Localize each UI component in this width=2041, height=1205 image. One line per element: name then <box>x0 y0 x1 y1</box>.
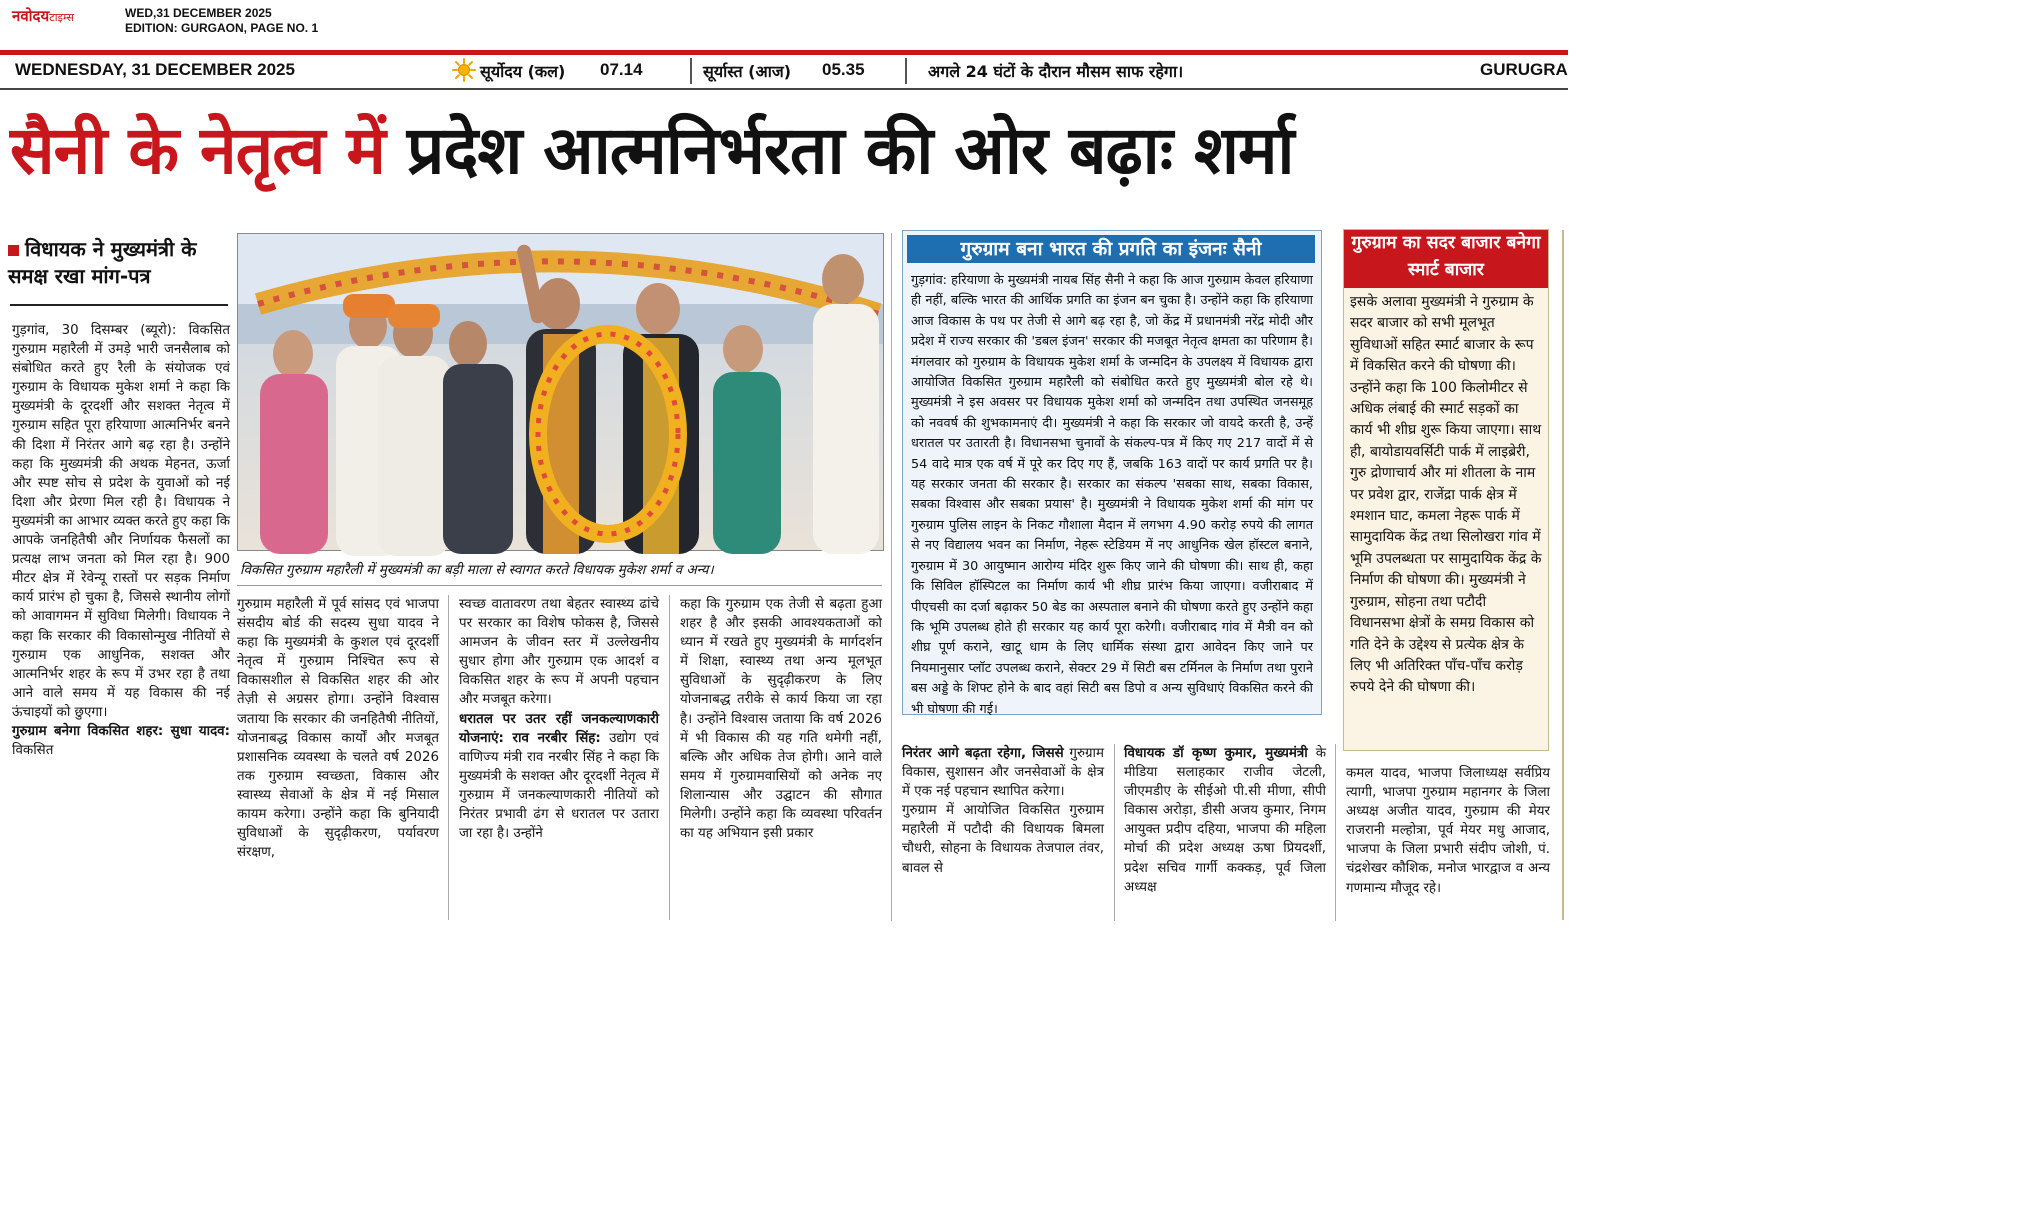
column-text: कमल यादव, भाजपा जिलाध्यक्ष सर्वप्रिय त्यागी, भाजपा गुरुग्राम महानगर के जिला अध्यक्ष अजीत यादव, गुरुग्राम की मेयर राजरानी मल्होत्रा, पूर्व मेयर मधु आजाद, भाजपा के जिला प्रभारी संदीप जोशी, पं. चंद्रशेखर कौशिक, मनोज भारद्वाज व अन्य गणमान्य मौजूद रहे। <box>1346 766 1550 896</box>
page-edge-rule <box>1562 230 1564 920</box>
story-column-4 <box>680 595 882 920</box>
sunrise-label: सूर्योदय (कल) <box>480 62 566 81</box>
story-column-2 <box>237 595 439 920</box>
section-lead: विधायक डॉ कृष्ण कुमार, मुख्यमंत्री <box>1124 746 1308 761</box>
caption-rule <box>237 585 882 586</box>
story-column-5 <box>902 744 1104 922</box>
column-text: गुरुग्राम में आयोजित विकसित गुरुग्राम महारैली में पटौदी की विधायक बिमला चौधरी, सोहना के विधायक तेजपाल तंवर, बावल से <box>902 803 1104 876</box>
section-lead: गुरुग्राम बनेगा विकसित शहर: सुधा यादव: <box>12 723 230 739</box>
story-column-3 <box>459 595 659 920</box>
column-text: के मीडिया सलाहकार राजीव जेटली, जीएमडीए के सीईओ पी.सी मीणा, सीपी विकास अरोड़ा, डीसी अजय कुमार, निगम आयुक्त प्रदीप दहिया, भाजपा की महिला मोर्चा की प्रदेश अध्यक्ष ऊषा प्रियदर्शी, प्रदेश सचिव गार्गी कक्कड़, पूर्व जिला अध्यक्ष <box>1124 746 1326 895</box>
column-separator <box>1114 744 1115 921</box>
section-lead: निरंतर आगे बढ़ता रहेगा, जिससे <box>902 746 1064 761</box>
photo-caption: विकसित गुरुग्राम महारैली में मुख्यमंत्री का बड़ी माला से स्वागत करते विधायक मुकेश शर्मा व अन्य। <box>240 562 714 578</box>
column-text: उद्योग एवं वाणिज्य मंत्री राव नरबीर सिंह ने कहा कि मुख्यमंत्री के सशक्त और दूरदर्शी नेतृत्व में गुरुग्राम में जनकल्याणकारी नीतियों को निरंतर प्रभावी ढंग से धरातल पर उतारा जा रहा है। उन्होंने <box>459 730 659 842</box>
column-separator <box>448 595 449 920</box>
sidebar-story <box>1343 229 1549 751</box>
date-short: WED,31 DECEMBER 2025 <box>125 6 272 20</box>
edition-info <box>125 6 318 36</box>
masthead-thin-rule <box>0 88 1568 90</box>
newspaper-logo <box>12 6 74 26</box>
section-lead: धरातल पर उतर रहीं जनकल्याणकारी योजनाएं: राव नरबीर सिंह: <box>459 711 659 746</box>
sun-icon <box>452 58 476 82</box>
edition-label: EDITION: GURGAON, PAGE NO. 1 <box>125 21 319 35</box>
subhead-rule <box>10 304 228 306</box>
city-edge-label: GURUGRA <box>1480 60 1568 79</box>
sidebar-story-body: इसके अलावा मुख्यमंत्री ने गुरुग्राम के सदर बाजार को सभी मूलभूत सुविधाओं सहित स्मार्ट बाजार के रूप में विकसित करने की घोषणा की। उन्होंने कहा कि 100 किलोमीटर से अधिक लंबाई की स्मार्ट सड़कों का कार्य भी शीघ्र शुरू किया जाएगा। साथ ही, बायोडायवर्सिटी पार्क में लाइब्रेरी, गुरु द्रोणाचार्य और मां शीतला के नाम पर प्रवेश द्वार, राजेंद्रा पार्क क्षेत्र में श्मशान घाट, कमला नेहरू पार्क में सामुदायिक केंद्र तथा सिलोखरा गांव में भूमि उपलब्धता पर सामुदायिक केंद्र के निर्माण की घोषणा की। मुख्यमंत्री ने गुरुग्राम, सोहना तथा पटौदी विधानसभा क्षेत्रों के समग्र विकास को गति देने के उद्देश्य से प्रत्येक क्षेत्र के लिए भी अतिरिक्त पाँच-पाँच करोड़ रुपये देने की घोषणा की। <box>1350 294 1542 696</box>
boxed-story-title: गुरुग्राम बना भारत की प्रगति का इंजनः सैनी <box>907 235 1315 263</box>
column-text: विकसित <box>12 743 54 759</box>
boxed-story <box>902 230 1322 715</box>
weather-divider <box>905 58 907 84</box>
story-column-7 <box>1346 764 1550 922</box>
column-text: गुड़गांव, 30 दिसम्बर (ब्यूरो): विकसित गुरुग्राम महारैली में उमड़े भारी जनसैलाब को संबोधित करते हुए रैली के संयोजक एवं गुरुग्राम के विधायक मुकेश शर्मा ने कहा कि मुख्यमंत्री के दूरदर्शी और सशक्त नेतृत्व में गुरुग्राम सहित पूरा हरियाणा आत्मनिर्भर बनने की दिशा में निरंतर आगे बढ़ रहा है। उन्होंने कहा कि मुख्यमंत्री की अथक मेहनत, ऊर्जा और स्पष्ट सोच से प्रदेश के युवाओं को नई दिशा और प्रेरणा मिल रही है। विधायक ने मुख्यमंत्री का आभार व्यक्त करते हुए कहा कि आपके जनहितैषी और निर्णायक फैसलों का प्रत्यक्ष लाभ जनता को मिल रहा है। 900 मीटर क्षेत्र में रेवेन्यू रास्तों पर सड़क निर्माण कार्य प्रारंभ हो चुका है, जिससे स्थानीय लोगों को आवागमन में सुविधा मिलेगी। विधायक ने कहा कि सरकार की विकासोन्मुख नीतियों से गुरुग्राम एक आधुनिक, सशक्त और आत्मनिर्भर शहर के रूप में उभर रहा है तथा आने वाले समय में यह विकास की नई ऊंचाइयों को छुएगा। <box>12 323 230 720</box>
story-subhead <box>8 236 230 290</box>
boxed-story-body: गुड़गांव: हरियाणा के मुख्यमंत्री नायब सिंह सैनी ने कहा कि आज गुरुग्राम केवल हरियाणा ही नहीं, बल्कि भारत की आर्थिक प्रगति का इंजन बन चुका है। उन्होंने कहा कि हरियाणा आज विकास के पथ पर तेजी से आगे बढ़ रहा है, जो केंद्र में प्रधानमंत्री नरेंद्र मोदी और प्रदेश में राज्य सरकार की 'डबल इंजन' सरकार की मजबूत नेतृत्व क्षमता का परिणाम है। मंगलवार को गुरुग्राम के विधायक मुकेश शर्मा के जन्मदिन के उपलक्ष्य में विधायक द्वारा आयोजित विकसित गुरुग्राम महारैली को संबोधित करते हुए मुख्यमंत्री बोल रहे थे। मुख्यमंत्री ने इस अवसर पर विधायक मुकेश शर्मा को जन्मदिन तथा उपस्थित जनसमूह को नववर्ष की शुभकामनाएं दी। मुख्यमंत्री ने कहा कि सरकार जो वायदे करती है, उन्हें धरातल पर उतारती है। विधानसभा चुनावों के संकल्प-पत्र में किए गए 217 वादों में से 54 वादे मात्र एक वर्ष में पूरे कर दिए गए हैं, जबकि 163 वादों पर कार्य प्रगति पर है। यह सरकार जनता की सरकार है। सरकार का संकल्प 'सबका साथ, सबका विकास, सबका विश्वास और सबका प्रयास' है। मुख्यमंत्री ने विधायक मुकेश शर्मा की मांग पर गुरुग्राम पुलिस लाइन के निकट गौशाला मैदान में लगभग 4.90 करोड़ रुपये की लागत से नए विद्यालय भवन का निर्माण, नेहरू स्टेडियम में नए आधुनिक खेल हॉस्टल बनाने, गुरुग्राम में 30 आयुष्मान आरोग्य मंदिर शुरू किए जाने की घोषणा की। साथ ही, कहा कि सिविल हॉस्पिटल का निर्माण कार्य भी शीघ्र प्रारंभ किया जाएगा। वजीराबाद में पीएचसी का दर्जा बढ़ाकर 50 बेड का अस्पताल बनाने की घोषणा करते हुए उन्होंने कहा कि भूमि उपलब्ध होते ही सरकार यह कार्य पूरा करेगी। वजीराबाद गांव में मैत्री वन को शीघ्र पूर्ण कराने, खाटू धाम के लिए धार्मिक संस्था द्वारा आवेदन किए जाने पर नियमानुसार प्लॉट उपलब्ध कराने, सेक्टर 29 में सिटी बस टर्मिनल के निर्माण तथा पुराने बस अड्डे के शिफ्ट होने के बाद वहां सिटी बस डिपो व अन्य सुविधाएं विकसित करने की भी घोषणा की गई। <box>911 273 1313 717</box>
sidebar-story-title: गुरुग्राम का सदर बाजार बनेगा स्मार्ट बाजार <box>1344 230 1548 288</box>
column-text: स्वच्छ वातावरण तथा बेहतर स्वास्थ्य ढांचे पर सरकार का विशेष फोकस है, जिससे आमजन के जीवन स्तर में उल्लेखनीय सुधार होगा और गुरुग्राम एक आदर्श व विकसित शहर के रूप में अपनी पहचान और मजबूत करेगा। <box>459 597 659 708</box>
story-column-6 <box>1124 744 1326 922</box>
sunset-time: 05.35 <box>822 60 865 79</box>
square-bullet-icon <box>8 245 19 256</box>
logo-sub: टाइम्स <box>49 11 75 24</box>
column-text: कहा कि गुरुग्राम एक तेजी से बढ़ता हुआ शहर है और इसकी आवश्यकताओं को ध्यान में रखते हुए मुख्यमंत्री के मार्गदर्शन में शिक्षा, स्वास्थ्य तथा अन्य मूलभूत सुविधाओं के सुदृढ़ीकरण के लिए योजनाबद्ध तरीके से कार्य किया जा रहा है। उन्होंने विश्वास जताया कि वर्ष 2026 में भी विकास की यह गति थमेगी नहीं, बल्कि और अधिक तेज होगी। आने वाले समय में गुरुग्रामवासियों को अनेक नए शिलान्यास और उद्घाटन की सौगात मिलेगी। उन्होंने कहा कि व्यवस्था परिवर्तन का यह अभियान इसी प्रकार <box>680 597 882 842</box>
main-headline <box>10 98 1560 208</box>
headline-part-red: सैनी के नेतृत्व में <box>10 112 407 189</box>
day-date: WEDNESDAY, 31 DECEMBER 2025 <box>15 60 295 79</box>
weather-divider <box>690 58 692 84</box>
sunset-label: सूर्यास्त (आज) <box>703 62 792 81</box>
column-text: गुरुग्राम विकास, सुशासन और जनसेवाओं के क्षेत्र में एक नई पहचान स्थापित करेगा। <box>902 746 1104 800</box>
rally-photo-illustration <box>238 234 883 550</box>
column-separator <box>1335 744 1336 921</box>
column-separator <box>891 233 892 921</box>
masthead-red-rule <box>0 50 1568 55</box>
rally-photo <box>237 233 884 551</box>
column-text: गुरुग्राम महारैली में पूर्व सांसद एवं भाजपा संसदीय बोर्ड की सदस्य सुधा यादव ने कहा कि मुख्यमंत्री के कुशल एवं दूरदर्शी नेतृत्व में गुरुग्राम निश्चित रूप से विकासशील से विकसित शहर की ओर तेज़ी से अग्रसर होगा। उन्होंने विश्वास जताया कि सरकार की जनहितैषी नीतियों, योजनाबद्ध विकास कार्यों और मजबूत प्रशासनिक व्यवस्था के चलते वर्ष 2026 तक गुरुग्राम स्वच्छता, विकास और स्वास्थ्य सेवाओं के क्षेत्र में नई मिसाल कायम करेगा। उन्होंने कहा कि बुनियादी सुविधाओं के सुदृढ़ीकरण, पर्यावरण संरक्षण, <box>237 597 439 861</box>
subhead-text: विधायक ने मुख्यमंत्री के समक्ष रखा मांग-पत्र <box>8 237 197 288</box>
column-separator <box>669 595 670 920</box>
headline-part-black: प्रदेश आत्मनिर्भरता की ओर बढ़ाः शर्मा <box>406 112 1294 189</box>
logo-main: नवोदय <box>12 7 50 25</box>
story-column-1 <box>12 321 230 921</box>
weather-forecast: अगले 24 घंटों के दौरान मौसम साफ रहेगा। <box>928 62 1184 81</box>
sunrise-time: 07.14 <box>600 60 643 79</box>
